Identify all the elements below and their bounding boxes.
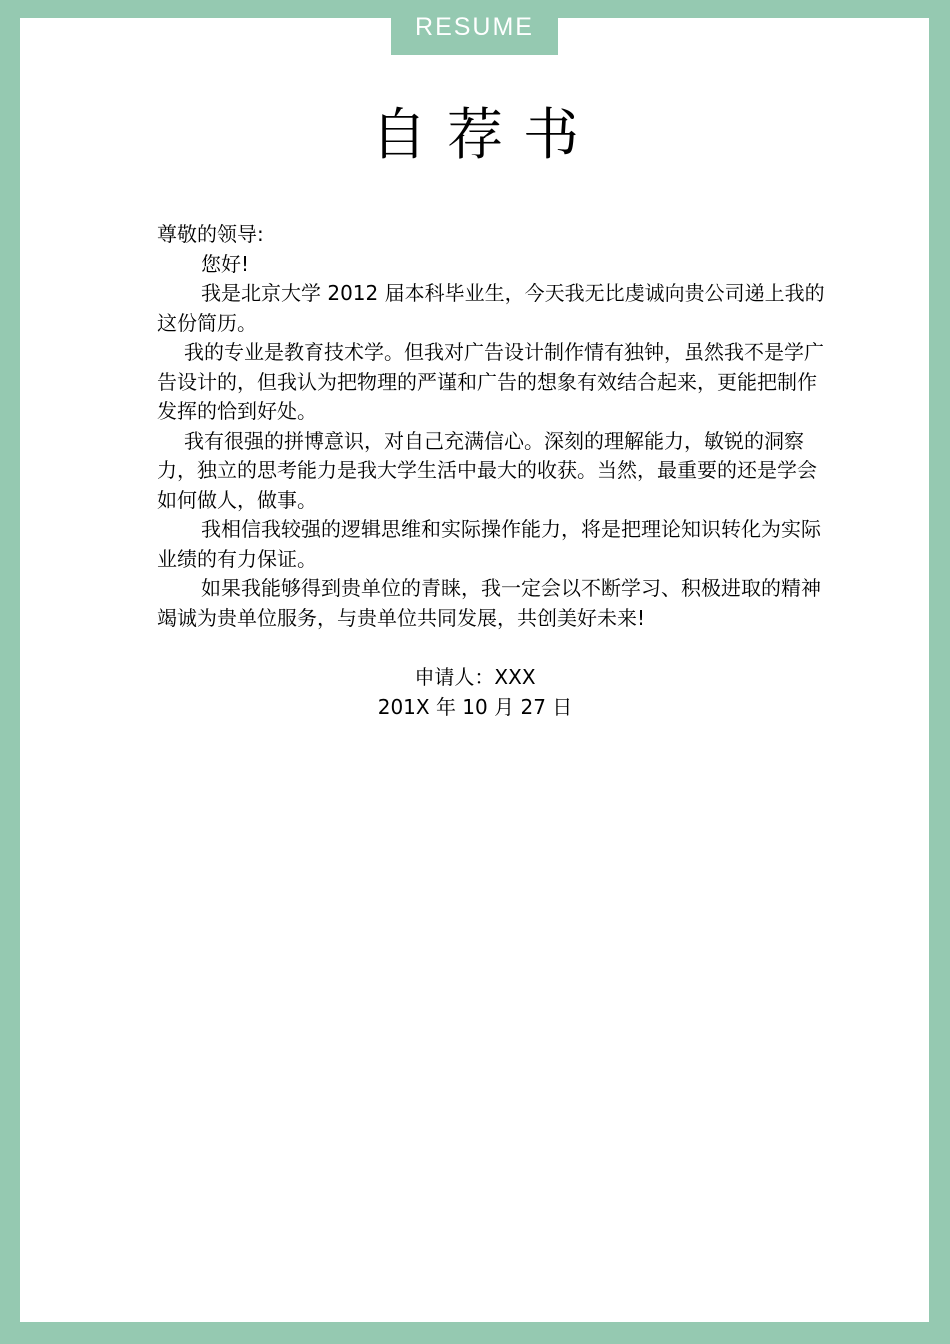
resume-tab-label: RESUME <box>391 0 558 55</box>
applicant-name: 申请人：XXX <box>414 665 536 689</box>
letter-body <box>157 220 825 633</box>
signature-block <box>0 662 950 722</box>
paragraph-ability: 我相信我较强的逻辑思维和实际操作能力，将是把理论知识转化为实际业绩的有力保证。 <box>157 517 821 571</box>
page-title: 自荐书 <box>371 103 599 168</box>
greeting: 您好! <box>201 251 250 276</box>
salutation: 尊敬的领导: <box>157 222 264 246</box>
paragraph-closing: 如果我能够得到贵单位的青睐，我一定会以不断学习、积极进取的精神竭诚为贵单位服务，与贵单位共同发展，共创美好未来! <box>157 576 821 630</box>
paragraph-intro: 我是北京大学 2012 届本科毕业生，今天我无比虔诚向贵公司递上我的这份简历。 <box>157 281 825 335</box>
paragraph-major: 我的专业是教育技术学。但我对广告设计制作情有独钟，虽然我不是学广告设计的，但我认为把物理的严谨和广告的想象有效结合起来，更能把制作发挥的恰到好处。 <box>157 340 824 423</box>
paragraph-strengths: 我有很强的拼博意识，对自己充满信心。深刻的理解能力，敏锐的洞察力，独立的思考能力是我大学生活中最大的收获。当然，最重要的还是学会如何做人，做事。 <box>157 428 817 512</box>
letter-date: 201X 年 10 月 27 日 <box>377 695 573 719</box>
